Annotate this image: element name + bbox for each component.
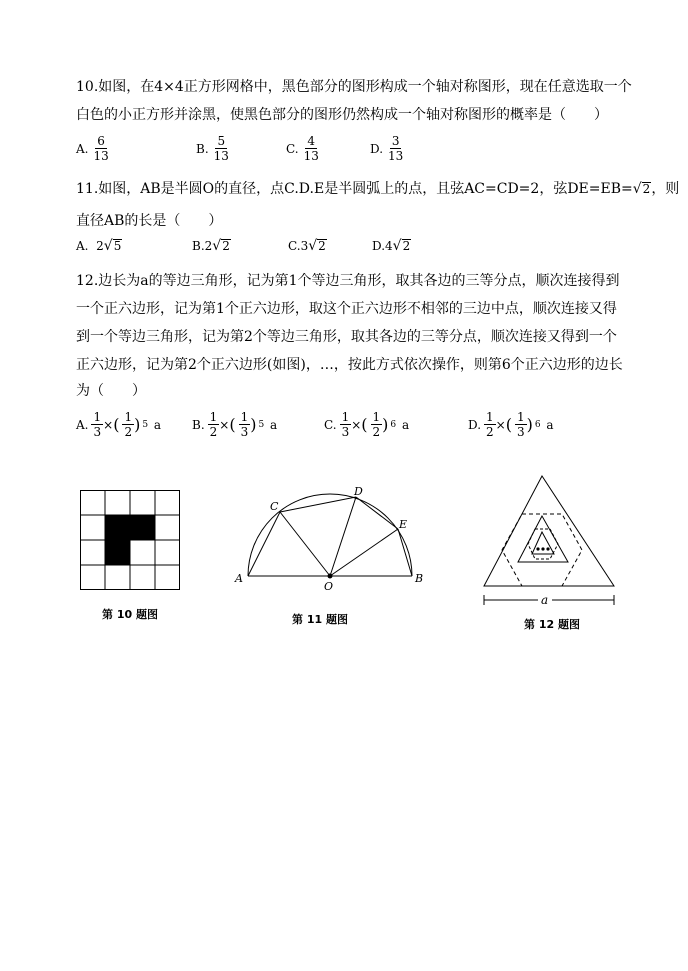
q12-line4: 正六边形，记为第2个正六边形(如图)，…，按此方式依次操作，则第6个正六边形的边长: [76, 357, 623, 373]
chord-de: [356, 497, 398, 529]
q12-line1: 12.边长为a的等边三角形，记为第1个等边三角形，取其各边的三等分点，顺次连接得到: [76, 273, 620, 289]
q10-choice-d: D. $\frac{3}{13}$: [370, 134, 404, 163]
segment-oc: [280, 512, 330, 576]
side-label-a: a: [541, 593, 549, 607]
q12-choice-c: C. $\frac{1}{3}$ × ( $\frac{1}{2}$ ) 6 a: [324, 410, 410, 439]
chord-ac: [248, 512, 280, 576]
q10-choice-a: A. $\frac{6}{13}$: [76, 134, 109, 163]
q12-choice-a: A. $\frac{1}{3}$ × ( $\frac{1}{2}$ ) 5 a: [76, 410, 162, 439]
outer-triangle: [484, 476, 614, 586]
ellipsis-dots: [536, 547, 549, 550]
segment-oe: [330, 529, 398, 576]
q12-line3: 到一个等边三角形，记为第2个等边三角形，取其各边的三等分点，顺次连接又得到一个: [76, 329, 617, 345]
third-triangle: [532, 532, 554, 554]
q12-nested-figure: [478, 470, 618, 610]
label-a: A: [235, 572, 243, 585]
q12-line2: 一个正六边形，记为第1个正六边形，取这个正六边形不相邻的三边中点，顺次连接又得: [76, 301, 617, 317]
q12-choice-b: B. $\frac{1}{2}$ × ( $\frac{1}{3}$ ) 5 a: [192, 410, 278, 439]
chord-cd: [280, 497, 356, 512]
q11-choice-b: B. 2 √ 2: [192, 238, 230, 254]
q10-choice-b: B. $\frac{5}{13}$: [196, 134, 229, 163]
black-cell: [105, 540, 130, 565]
q11-semicircle-figure: [232, 482, 428, 592]
q10-line2: 白色的小正方形并涂黑，使黑色部分的图形仍然构成一个轴对称图形的概率是（ ）: [76, 107, 608, 123]
q10-choice-c: C. $\frac{4}{13}$: [286, 134, 319, 163]
q12-choices: [76, 410, 636, 450]
q12-choice-d: D. $\frac{1}{2}$ × ( $\frac{1}{3}$ ) 6 a: [468, 410, 554, 439]
label-c: C: [270, 500, 279, 513]
q11-choice-c: C. 3 √ 2: [288, 238, 326, 254]
q12-caption: 第 12 题图: [524, 618, 580, 631]
q11-caption: 第 11 题图: [292, 613, 348, 626]
q12-line5: 为（ ）: [76, 383, 146, 399]
center-point-o: [328, 574, 333, 579]
segment-od: [330, 497, 356, 576]
label-e: E: [399, 518, 408, 531]
q10-choices: [76, 134, 636, 174]
second-triangle: [518, 516, 568, 562]
black-cell: [105, 515, 130, 540]
label-d: D: [354, 485, 363, 498]
chord-eb: [398, 529, 412, 576]
q10-caption: 第 10 题图: [102, 608, 158, 621]
q11-choice-a: A. 2 √ 5: [76, 238, 122, 254]
q11-choice-d: D. 4 √ 2: [372, 238, 411, 254]
q11-line2: 直径AB的长是（ ）: [76, 213, 223, 229]
label-b: B: [415, 572, 424, 585]
label-o: O: [324, 580, 334, 592]
q10-grid-figure: [80, 490, 180, 590]
q11-line1: 11.如图，AB是半圆O的直径，点C.D.E是半圆弧上的点，且弦AC=CD=2，弦DE=EB= √ 2 ，则: [76, 181, 680, 197]
q10-line1: 10.如图，在4×4正方形网格中，黑色部分的图形构成一个轴对称图形，现在任意选取一个: [76, 79, 632, 95]
black-cell: [130, 515, 155, 540]
